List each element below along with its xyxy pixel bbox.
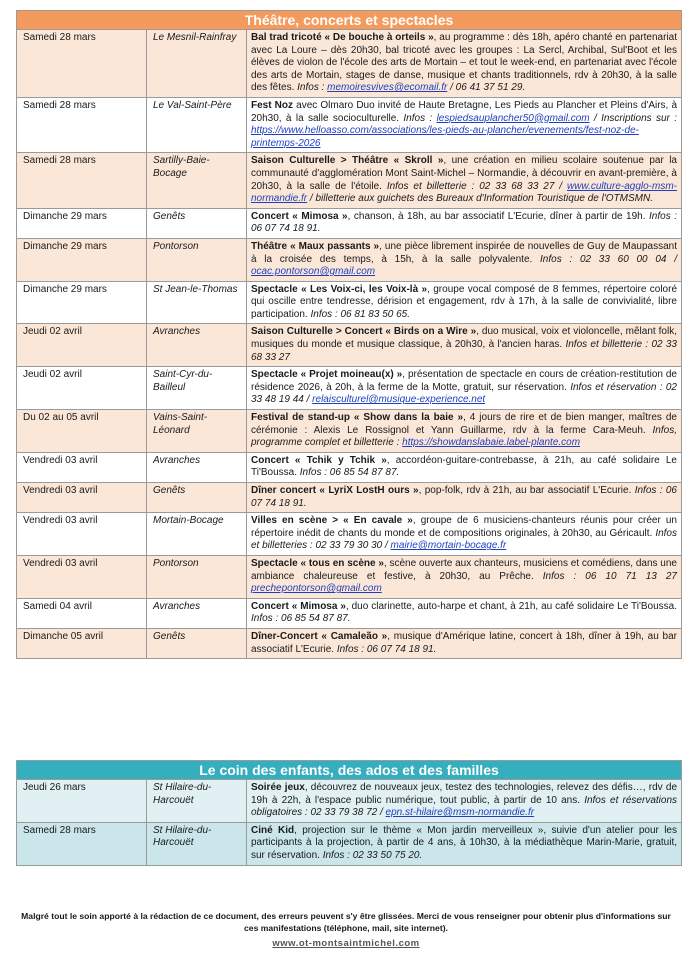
event-text: , une pièce librement inspirée de nouvelles de Guy de Maupassant à la croisée des temps, à 15h, à la salle polyvalente. [251,240,677,265]
event-row [17,367,682,410]
event-info: Infos et billetterie : 02 33 68 33 27 / [386,180,567,192]
event-place: St Hilaire-du-Harcouët [147,822,247,865]
event-info: Infos et réservation : 02 33 48 19 44 / [251,381,677,406]
event-row [17,628,682,658]
event-description [247,555,682,598]
event-info: / 06 41 37 51 29. [447,82,526,94]
event-info: Infos : 06 85 54 87 87. [299,467,400,479]
event-date: Vendredi 03 avril [17,513,147,556]
event-text: , groupe de 6 musiciens-chanteurs réunis pour créer un répertoire inédit de chants du monde et de compositions originales, à 20h30, au Géricault. [251,515,677,539]
event-row [17,410,682,453]
event-description [247,324,682,367]
event-title: Théâtre « Maux passants » [251,240,380,252]
event-place: Sartilly-Baie-Bocage [147,153,247,208]
event-text: , groupe vocal composé de 8 femmes, répertoire coloré qui oscille entre tendresse, dérision et engagement, rdv à 17h, à la salle de convivialité, libre participation. [251,283,678,320]
event-title: Saison Culturelle > Théâtre « Skroll » [251,155,444,167]
event-row [17,281,682,324]
event-place: Saint-Cyr-du-Bailleul [147,367,247,410]
event-description [247,513,682,556]
event-text: , au programme : dès 18h, apéro chanté en partenariat avec La Loure – dès 20h30, bal tricoté avec les groupes : La Sercl, Archibal, Sul'Boot et les élèves de violon de l'école des arts de Mortain – et tout le week-end, en partenariat avec l'école des arts de Mortain, stages de danse, musique et chants traditionnels, rdv à 20h30, à la salle des fêtes. [251,32,677,94]
event-title: Saison Culturelle > Concert « Birds on a Wire » [251,326,477,338]
event-text: , 4 jours de rire et de bien manger, maîtres de cérémonie : Alexis Le Rossignol et Yann Guillarme, rdv à la ferme Cara-Meuh. [251,412,677,436]
event-description [247,367,682,410]
event-description [247,153,682,208]
event-place: Pontorson [147,238,247,281]
event-title: Ciné Kid [251,824,295,836]
event-description [247,598,682,628]
event-text: , musique d'Amérique latine, concert à 18h, dîner à 19h, au bar associatif L'Ecurie. [251,630,677,655]
event-description [247,238,682,281]
event-title: Concert « Tchik y Tchik » [251,454,387,466]
event-info: Infos : 06 07 74 18 91. [336,643,437,655]
event-info: / Inscriptions sur : [589,112,678,124]
event-title: Dîner concert « LyriX LostH ours » [251,485,419,496]
event-link[interactable]: epn.st-hilaire@msm-normandie.fr [385,807,535,819]
event-link[interactable]: memoiresvives@ecomail.fr [327,82,448,94]
event-link[interactable]: https://www.helloasso.com/associations/les-pieds-au-plancher/evenements/fest-noz-de-printemps-2026 [251,125,639,149]
event-link[interactable]: relaisculturel@musique-experience.net [312,394,486,406]
event-row [17,822,682,865]
event-row [17,483,682,513]
event-description [247,30,682,98]
event-info: Infos : 06 10 71 13 27 [542,570,677,582]
event-date: Vendredi 03 avril [17,483,147,513]
event-info: Infos et billetterie : 02 33 68 33 27 [251,339,677,363]
event-description [247,97,682,152]
event-description [247,281,682,324]
event-description [247,780,682,823]
event-date: Dimanche 29 mars [17,208,147,238]
event-title: Fest Noz [251,99,294,111]
events-table [16,29,682,659]
event-link[interactable]: https://showdanslabaie.label-plante.com [402,437,581,449]
event-row [17,324,682,367]
event-text: , pop-folk, rdv à 21h, au bar associatif L'Ecurie. [418,485,635,496]
event-info: Infos : 06 85 54 87 87. [251,613,351,625]
event-info: / billetterie aux guichets des Bureaux d'Information Touristique de l'OTMSMN. [307,193,653,205]
event-date: Samedi 28 mars [17,30,147,98]
event-info: Infos : 06 07 74 18 91. [251,485,677,509]
event-place: Genêts [147,628,247,658]
event-row [17,153,682,208]
event-date: Du 02 au 05 avril [17,410,147,453]
event-link[interactable]: lespiedsauplancher50@gmail.com [436,112,590,124]
event-place: Genêts [147,483,247,513]
event-title: Spectacle « Les Voix-ci, les Voix-là » [251,283,428,295]
event-description [247,452,682,482]
event-text: , duo musical, voix et violoncelle, mêlant folk, musiques du monde et musique classique, à 20h30, à l'ancien haras. [251,326,677,351]
event-text: , découvrez de nouveaux jeux, testez des technologies, relevez des défis…, rdv de 19h à 22h, à l'espace public numérique, tout public, à partir de 10 ans. [251,782,678,806]
event-text: , duo clarinette, auto-harpe et chant, à 21h, au café solidaire Le Ti'Boussa. [345,600,678,612]
event-info: Infos et billetteries : 02 33 79 30 30 / [251,527,677,552]
event-title: Dîner-Concert « Camaleão » [251,630,388,642]
event-link[interactable]: ocac.pontorson@gmail.com [251,266,376,278]
event-description [247,628,682,658]
section-enfants-familles [16,760,682,866]
event-date: Jeudi 02 avril [17,367,147,410]
event-row [17,238,682,281]
event-place: Avranches [147,598,247,628]
events-table [16,779,682,866]
event-place: Mortain-Bocage [147,513,247,556]
event-info: Infos : 06 07 74 18 91. [251,210,677,235]
event-text: , chanson, à 18h, au bar associatif L'Ecurie, dîner à partir de 19h. [347,210,650,222]
event-link[interactable]: mairie@mortain-bocage.fr [390,540,507,552]
event-description [247,483,682,513]
event-place: Avranches [147,452,247,482]
event-info: Infos, programme complet et billetterie : [251,424,677,449]
event-place: St Hilaire-du-Harcouët [147,780,247,823]
event-place: Vains-Saint-Léonard [147,410,247,453]
event-info: Infos : [297,82,328,94]
event-date: Vendredi 03 avril [17,555,147,598]
section-theatre-concerts [16,10,682,659]
event-title: Concert « Mimosa » [251,600,346,612]
section-title: Le coin des enfants, des ados et des familles [16,760,682,779]
event-link[interactable]: prechepontorson@gmail.com [251,583,382,595]
event-date: Dimanche 29 mars [17,281,147,324]
event-info: Infos : 06 81 83 50 65. [310,308,411,320]
event-date: Samedi 28 mars [17,97,147,152]
event-title: Festival de stand-up « Show dans la baie » [251,412,464,424]
event-text: , accordéon-guitare-contrebasse, à 21h, au café solidaire Le Ti'Boussa. [251,454,677,479]
event-link[interactable]: www.culture-agglo-msm-normandie.fr [251,180,677,205]
event-title: Villes en scène > « En cavale » [251,515,413,527]
event-text: , scène ouverte aux chanteurs, musiciens et comédiens, dans une ambiance chaleureuse et festive, à 20h30, au Prêche. [251,557,677,582]
disclaimer-note: Malgré tout le soin apporté à la rédaction de ce document, des erreurs peuvent s'y être glissées. Merci de vous renseigner pour obtenir plus d'informations sur ces manifestations (téléphone, mail, site internet). [21,911,671,933]
event-row [17,97,682,152]
event-date: Samedi 04 avril [17,598,147,628]
event-title: Soirée jeux [251,782,305,793]
event-place: St Jean-le-Thomas [147,281,247,324]
event-row [17,452,682,482]
event-date: Dimanche 05 avril [17,628,147,658]
event-place: Genêts [147,208,247,238]
event-date: Samedi 28 mars [17,822,147,865]
event-info: Infos : 02 33 60 00 04 / [540,253,677,265]
event-title: Spectacle « tous en scène » [251,557,384,569]
section-title: Théâtre, concerts et spectacles [16,10,682,29]
event-title: Bal trad tricoté « De bouche à orteils » [251,32,434,43]
event-row [17,598,682,628]
website-link[interactable]: www.ot-montsaintmichel.com [272,938,420,949]
event-title: Spectacle « Projet moineau(x) » [251,369,403,381]
event-place: Le Val-Saint-Père [147,97,247,152]
event-description [247,822,682,865]
event-text: , présentation de spectacle en cours de création-restitution de résidence 2026, à 20h, à la ferme de la Motte, gratuit, sur réservation. [251,369,677,393]
event-text: avec Olmaro Duo invité de Haute Bretagne, Les Pieds au Plancher et Pleins d'Airs, à 20h30, à la salle socioculturelle. [251,99,678,124]
event-text: , une création en milieu scolaire soutenue par la communauté d'agglomération Mont Saint-Michel – Normandie, à découvrir en avant-première, à 20h30, à la salle de l'étoile. [251,155,677,192]
event-info: Infos : 02 33 50 75 20. [322,849,423,861]
event-row [17,555,682,598]
event-place: Avranches [147,324,247,367]
event-row [17,780,682,823]
event-row [17,208,682,238]
event-row [17,513,682,556]
event-info: Infos : [403,112,437,124]
event-date: Jeudi 02 avril [17,324,147,367]
event-title: Concert « Mimosa » [251,210,348,222]
event-row [17,30,682,98]
event-date: Dimanche 29 mars [17,238,147,281]
event-place: Pontorson [147,555,247,598]
event-place: Le Mesnil-Rainfray [147,30,247,98]
event-info: Infos et réservations obligatoires : 02 33 79 38 72 / [251,794,678,819]
event-date: Samedi 28 mars [17,153,147,208]
event-date: Vendredi 03 avril [17,452,147,482]
event-date: Jeudi 26 mars [17,780,147,823]
event-text: , projection sur le thème « Mon jardin merveilleux », suivie d'un atelier pour les participants à la projection, à partir de 4 ans, à 10h30, à la médiathèque Marin-Marie, gratuit, sur réservation. [251,824,677,861]
event-description [247,208,682,238]
event-description [247,410,682,453]
